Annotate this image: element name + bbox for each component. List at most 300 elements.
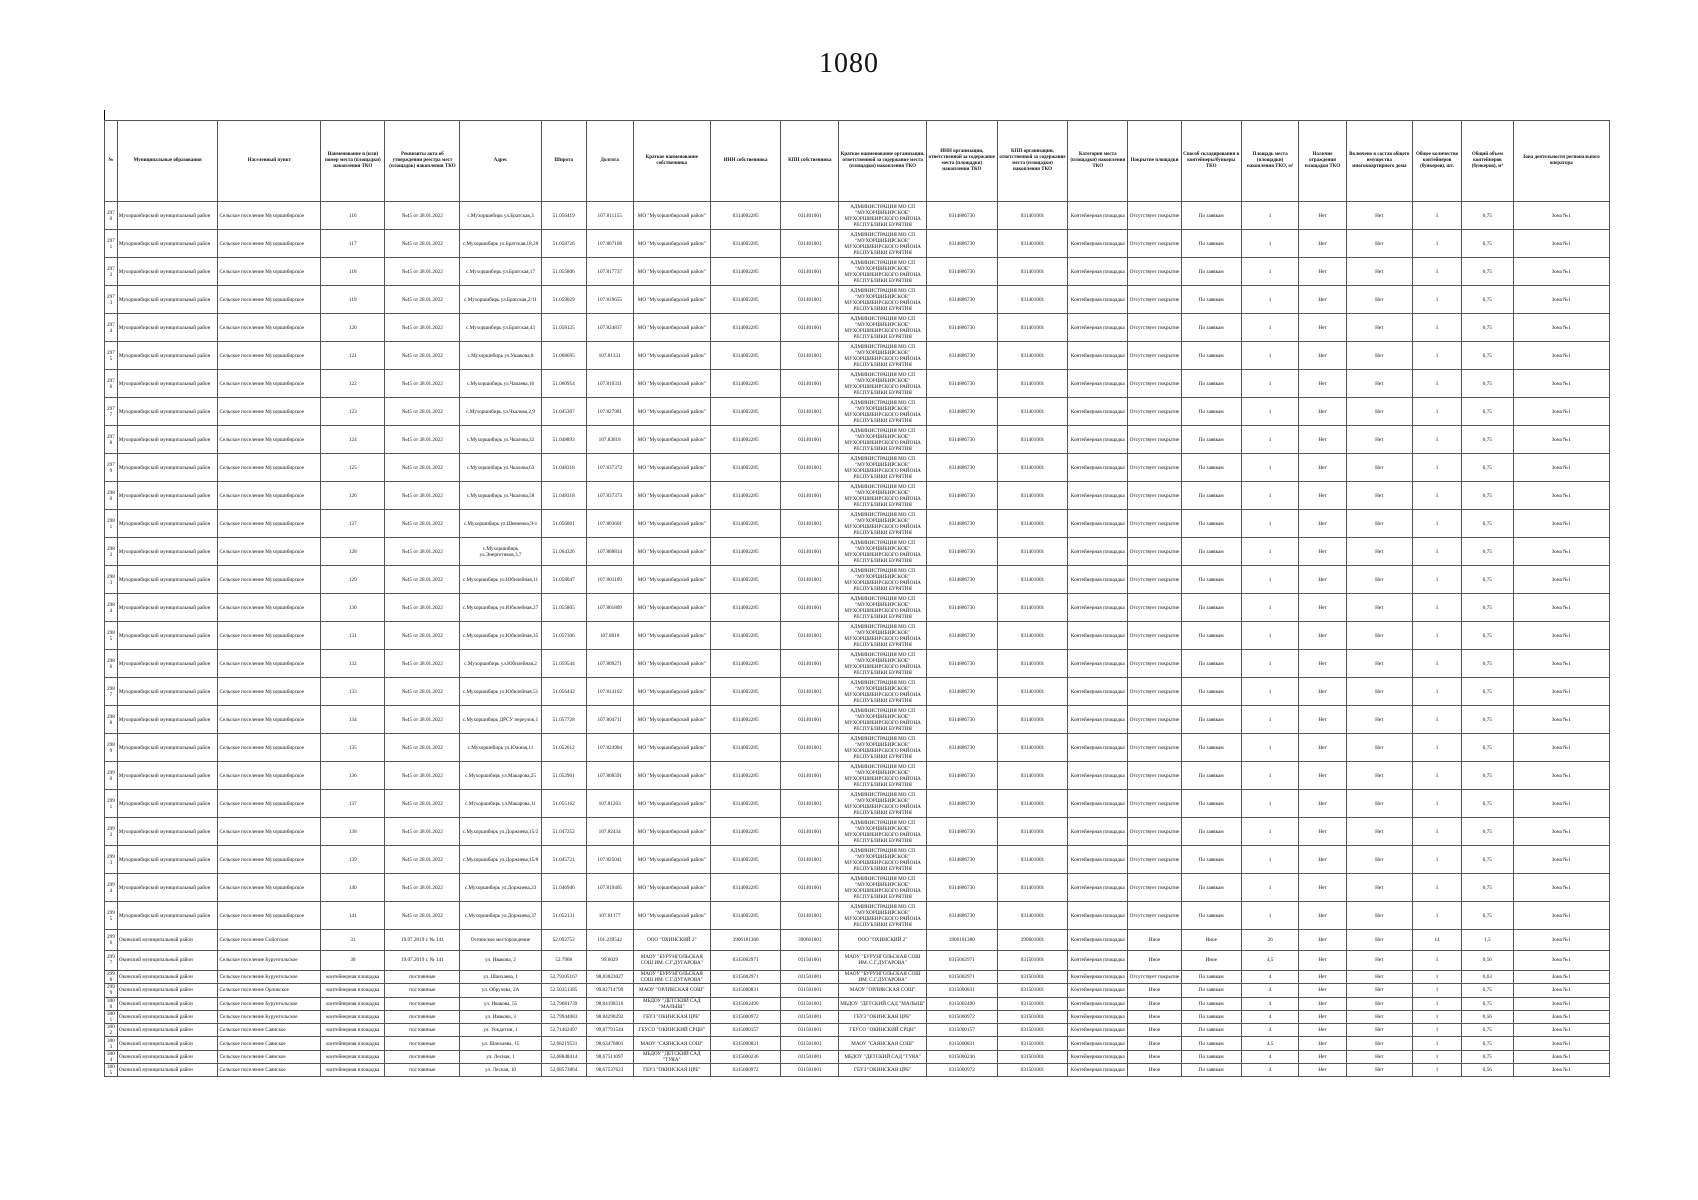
table-cell: Сельское поселение Мухоршибирское bbox=[218, 678, 321, 706]
table-cell: Иное bbox=[1128, 950, 1182, 971]
table-cell: Контейнерная площадка bbox=[1068, 370, 1128, 398]
table-cell: 031501001 bbox=[997, 950, 1068, 971]
table-cell: №45 от 28.01.2022 bbox=[385, 314, 460, 342]
table-cell: Контейнерная площадка bbox=[1068, 1010, 1128, 1023]
table-cell: Зона №1 bbox=[1513, 482, 1609, 510]
table-cell: Отсутствует покрытие bbox=[1128, 902, 1182, 930]
table-cell: 137 bbox=[321, 790, 385, 818]
table-cell: 116 bbox=[321, 202, 385, 230]
table-cell: 1 bbox=[1241, 650, 1299, 678]
table-cell: По заявкам bbox=[1181, 762, 1241, 790]
table-cell: 0314002285 bbox=[710, 790, 781, 818]
table-cell: Сельское поселение Мухоршибирское bbox=[218, 762, 321, 790]
table-cell: 107.824904 bbox=[586, 734, 633, 762]
table-cell: Нет bbox=[1299, 230, 1346, 258]
table-cell: МО "Мухоршибирский район" bbox=[633, 594, 710, 622]
table-cell: Контейнерная площадка bbox=[1068, 258, 1128, 286]
table-cell: МО "Мухоршибирский район" bbox=[633, 846, 710, 874]
table-cell: 1 bbox=[1241, 342, 1299, 370]
table-cell: Зона №1 bbox=[1513, 902, 1609, 930]
table-cell: По заявкам bbox=[1181, 984, 1241, 997]
table-cell: Сельское поселение Мухоршибирское bbox=[218, 482, 321, 510]
table-row bbox=[105, 622, 1610, 650]
table-cell: №45 от 28.01.2022 bbox=[385, 202, 460, 230]
table-cell: 031401001 bbox=[997, 258, 1068, 286]
table-cell: Нет bbox=[1299, 790, 1346, 818]
table-cell: 2974 bbox=[105, 314, 118, 342]
table-cell: Нет bbox=[1299, 818, 1346, 846]
table-cell: Мухоршибирский муниципальный район bbox=[117, 398, 218, 426]
table-cell: 52,79105167 bbox=[541, 971, 586, 984]
table-cell: 99.82714799 bbox=[586, 984, 633, 997]
table-cell: Контейнерная площадка bbox=[1068, 202, 1128, 230]
table-row bbox=[105, 790, 1610, 818]
table-cell: Нет bbox=[1346, 566, 1412, 594]
table-cell: 1 bbox=[1241, 370, 1299, 398]
table-cell: 1 bbox=[1412, 230, 1461, 258]
table-cell: Оспинское месторождение bbox=[460, 930, 541, 951]
table-cell: с.Мухоршибирь ул.Братская,17 bbox=[460, 258, 541, 286]
table-cell: По заявкам bbox=[1181, 997, 1241, 1010]
table-cell: с.Мухоршибирь ул.Макарова,25 bbox=[460, 762, 541, 790]
table-cell: Сельское поселение Мухоршибирское bbox=[218, 398, 321, 426]
table-cell: Нет bbox=[1346, 1037, 1412, 1050]
table-cell: Нет bbox=[1299, 482, 1346, 510]
table-cell: 1 bbox=[1241, 286, 1299, 314]
table-cell: 0,75 bbox=[1462, 997, 1513, 1010]
table-cell: 031401001 bbox=[781, 230, 839, 258]
table-cell: ООО "ОХИНСКИЙ 2" bbox=[633, 930, 710, 951]
table-cell: Сельское поселение Мухоршибирское bbox=[218, 454, 321, 482]
table-cell: 031401001 bbox=[997, 566, 1068, 594]
table-cell: ул. Лесная, 1 bbox=[460, 1050, 541, 1063]
table-cell: 031401001 bbox=[781, 790, 839, 818]
table-cell: Контейнерная площадка bbox=[1068, 762, 1128, 790]
table-cell: 1 bbox=[1241, 902, 1299, 930]
table-cell: Зона №1 bbox=[1513, 1037, 1609, 1050]
table-cell: 51.052612 bbox=[541, 734, 586, 762]
table-cell: 51.047252 bbox=[541, 818, 586, 846]
table-cell: Нет bbox=[1346, 846, 1412, 874]
table-cell: 52,68219531 bbox=[541, 1037, 586, 1050]
table-cell: 0,75 bbox=[1462, 1037, 1513, 1050]
table-cell: Иное bbox=[1128, 1010, 1182, 1023]
table-cell: 0314002285 bbox=[710, 566, 781, 594]
table-cell: МО "Мухоршибирский район" bbox=[633, 398, 710, 426]
table-cell: Зона №1 bbox=[1513, 314, 1609, 342]
table-cell: Отсутствует покрытие bbox=[1128, 286, 1182, 314]
table-cell: 031401001 bbox=[781, 202, 839, 230]
table-cell: Сельское поселение Сойотское bbox=[218, 930, 321, 951]
table-cell: 0314886730 bbox=[927, 454, 998, 482]
table-cell: Нет bbox=[1346, 984, 1412, 997]
column-header: Населенный пункт bbox=[218, 121, 321, 202]
table-cell: постоянные bbox=[385, 1064, 460, 1077]
table-cell: МО "Мухоршибирский район" bbox=[633, 342, 710, 370]
table-cell: 1 bbox=[1412, 762, 1461, 790]
table-cell: 107.83018 bbox=[586, 426, 633, 454]
table-cell: Сельское поселение Мухоршибирское bbox=[218, 202, 321, 230]
table-cell: 031401001 bbox=[997, 818, 1068, 846]
table-cell: 031401001 bbox=[781, 846, 839, 874]
table-cell: 107.837372 bbox=[586, 454, 633, 482]
table-cell: 031401001 bbox=[997, 902, 1068, 930]
table-cell: 031501001 bbox=[781, 997, 839, 1010]
table-cell: 1 bbox=[1241, 790, 1299, 818]
table-cell: 031401001 bbox=[997, 370, 1068, 398]
table-cell: 031401001 bbox=[781, 706, 839, 734]
table-cell: 4,5 bbox=[1241, 1037, 1299, 1050]
table-cell: 0,75 bbox=[1462, 426, 1513, 454]
table-cell: 3005 bbox=[105, 1064, 118, 1077]
table-cell: №45 от 28.01.2022 bbox=[385, 874, 460, 902]
table-cell: Отсутствует покрытие bbox=[1128, 230, 1182, 258]
table-cell: 0,56 bbox=[1462, 1010, 1513, 1023]
table-cell: 0314886730 bbox=[927, 594, 998, 622]
table-cell: 0315000831 bbox=[927, 1037, 998, 1050]
column-header: Широта bbox=[541, 121, 586, 202]
table-cell: МАОУ "ОРЛИКСКАЯ СОШ" bbox=[633, 984, 710, 997]
table-cell: 1 bbox=[1241, 622, 1299, 650]
table-cell: №45 от 28.01.2022 bbox=[385, 650, 460, 678]
column-header: Включено в состав общего имущества многоквартирного дома bbox=[1346, 121, 1412, 202]
table-row bbox=[105, 650, 1610, 678]
table-cell: 0,75 bbox=[1462, 734, 1513, 762]
table-cell: ул. Ивакова, 2 bbox=[460, 950, 541, 971]
table-cell: 031501001 bbox=[997, 971, 1068, 984]
table-cell: 031401001 bbox=[997, 454, 1068, 482]
table-cell: АДМИНИСТРАЦИЯ МО СП "МУХОРШИБИРСКОЕ" МУХОРШИБИРСКОГО РАЙОНА РЕСПУБЛИКИ БУРЯТИЯ bbox=[839, 230, 927, 258]
table-cell: 0314002285 bbox=[710, 678, 781, 706]
table-cell: Мухоршибирский муниципальный район bbox=[117, 762, 218, 790]
table-cell: с.Мухоршибирь ул.Ушакова,8 bbox=[460, 342, 541, 370]
table-cell: Отсутствует покрытие bbox=[1128, 874, 1182, 902]
table-cell: 0314002285 bbox=[710, 370, 781, 398]
table-cell: По заявкам bbox=[1181, 370, 1241, 398]
table-cell: Мухоршибирский муниципальный район bbox=[117, 790, 218, 818]
table-cell: 2999 bbox=[105, 984, 118, 997]
table-cell: 031401001 bbox=[781, 566, 839, 594]
table-cell: Контейнерная площадка bbox=[1068, 734, 1128, 762]
table-cell: По заявкам bbox=[1181, 342, 1241, 370]
table-cell: 0,75 bbox=[1462, 314, 1513, 342]
table-cell: Сельское поселение Бурунгольское bbox=[218, 971, 321, 984]
table-cell: 107.827981 bbox=[586, 398, 633, 426]
table-cell: Нет bbox=[1346, 1024, 1412, 1037]
table-cell: АДМИНИСТРАЦИЯ МО СП "МУХОРШИБИРСКОЕ" МУХОРШИБИРСКОГО РАЙОНА РЕСПУБЛИКИ БУРЯТИЯ bbox=[839, 818, 927, 846]
table-cell: №45 от 28.01.2022 bbox=[385, 622, 460, 650]
table-cell: Отсутствует покрытие bbox=[1128, 734, 1182, 762]
table-cell: 52.092752 bbox=[541, 930, 586, 951]
table-cell: По заявкам bbox=[1181, 734, 1241, 762]
table-cell: 031401001 bbox=[781, 342, 839, 370]
table-cell: №45 от 28.01.2022 bbox=[385, 454, 460, 482]
table-cell: Нет bbox=[1299, 454, 1346, 482]
table-cell: 98,83823027 bbox=[586, 971, 633, 984]
table-cell: Нет bbox=[1299, 1050, 1346, 1063]
table-cell: Нет bbox=[1299, 566, 1346, 594]
table-cell: с.Мухоршибирь ул.Чкалова,58 bbox=[460, 482, 541, 510]
table-cell: 1 bbox=[1241, 706, 1299, 734]
table-cell: Иное bbox=[1181, 930, 1241, 951]
column-header: ИНН организации, ответственной за содержание места (площадки) накопления ТКО bbox=[927, 121, 998, 202]
table-cell: ГБУЗ "ОКИНСКАЯ ЦРБ" bbox=[839, 1010, 927, 1023]
table-cell: Нет bbox=[1299, 202, 1346, 230]
table-cell: 031401001 bbox=[781, 678, 839, 706]
table-cell: Мухоршибирский муниципальный район bbox=[117, 202, 218, 230]
table-cell: Окинский муниципальный район bbox=[117, 971, 218, 984]
table-cell: 121 bbox=[321, 342, 385, 370]
table-cell: Нет bbox=[1346, 426, 1412, 454]
table-cell: МАОУ "БУРУНГОЛЬСКАЯ СОШ ИМ. С.Г.ДУГАРОВА" bbox=[839, 950, 927, 971]
table-cell: Отсутствует покрытие bbox=[1128, 706, 1182, 734]
table-row bbox=[105, 984, 1610, 997]
table-cell: Зона №1 bbox=[1513, 762, 1609, 790]
table-cell: 2986 bbox=[105, 650, 118, 678]
column-header: Зона деятельности регионального оператора bbox=[1513, 121, 1609, 202]
table-cell: Зона №1 bbox=[1513, 1024, 1609, 1037]
table-cell: 0314886730 bbox=[927, 622, 998, 650]
table-cell: Мухоршибирский муниципальный район bbox=[117, 286, 218, 314]
table-cell: Мухоршибирский муниципальный район bbox=[117, 454, 218, 482]
table-cell: 117 bbox=[321, 230, 385, 258]
table-cell: Контейнерная площадка bbox=[1068, 1037, 1128, 1050]
table-cell: 132 bbox=[321, 650, 385, 678]
table-cell: Сельское поселение Мухоршибирское bbox=[218, 510, 321, 538]
table-cell: По заявкам bbox=[1181, 258, 1241, 286]
column-header: Муниципальные образования bbox=[117, 121, 218, 202]
table-cell: с.Мухоршибирь ул.Юбилейная,35 bbox=[460, 622, 541, 650]
table-cell: 3000 bbox=[105, 997, 118, 1010]
table-cell: Нет bbox=[1299, 930, 1346, 951]
table-cell: Контейнерная площадка bbox=[1068, 678, 1128, 706]
table-cell: 031401001 bbox=[781, 510, 839, 538]
table-cell: 0,75 bbox=[1462, 454, 1513, 482]
table-cell: 031401001 bbox=[781, 902, 839, 930]
table-cell: 52.79944083 bbox=[541, 1010, 586, 1023]
table-row bbox=[105, 370, 1610, 398]
table-cell: постоянные bbox=[385, 1024, 460, 1037]
table-cell: 031401001 bbox=[997, 426, 1068, 454]
table-cell: ул. Ивакова, 55 bbox=[460, 997, 541, 1010]
table-cell: 129 bbox=[321, 566, 385, 594]
table-cell: 0,75 bbox=[1462, 566, 1513, 594]
table-cell: 1 bbox=[1412, 818, 1461, 846]
table-cell: Иное bbox=[1181, 950, 1241, 971]
table-cell: 0314002285 bbox=[710, 482, 781, 510]
table-cell: 031401001 bbox=[997, 790, 1068, 818]
table-cell: По заявкам bbox=[1181, 1064, 1241, 1077]
table-cell: МО "Мухоршибирский район" bbox=[633, 314, 710, 342]
table-cell: 1 bbox=[1241, 566, 1299, 594]
table-cell: Нет bbox=[1299, 984, 1346, 997]
table-cell: 51.058047 bbox=[541, 566, 586, 594]
table-cell: 52,79681739 bbox=[541, 997, 586, 1010]
table-cell: 1 bbox=[1412, 398, 1461, 426]
table-cell: Нет bbox=[1346, 678, 1412, 706]
table-cell: Мухоршибирский муниципальный район bbox=[117, 874, 218, 902]
table-cell: 2970 bbox=[105, 202, 118, 230]
table-cell: 2981 bbox=[105, 510, 118, 538]
table-cell: 1 bbox=[1412, 706, 1461, 734]
table-cell: Иное bbox=[1128, 1064, 1182, 1077]
table-cell: 2988 bbox=[105, 706, 118, 734]
table-cell: Контейнерная площадка bbox=[1068, 706, 1128, 734]
table-cell: 1 bbox=[1412, 997, 1461, 1010]
table-cell: с.Мухоршибирь ул.Юбилейная,27 bbox=[460, 594, 541, 622]
table-cell: 2985 bbox=[105, 622, 118, 650]
table-cell: МБДОУ "ДЕТСКИЙ САД "МАЛЫШ" bbox=[839, 997, 927, 1010]
table-cell: 1 bbox=[1412, 622, 1461, 650]
table-row bbox=[105, 950, 1610, 971]
table-cell: 1 bbox=[1241, 454, 1299, 482]
table-cell: 031401001 bbox=[997, 678, 1068, 706]
table-cell: Зона №1 bbox=[1513, 734, 1609, 762]
table-cell: 1 bbox=[1412, 971, 1461, 984]
table-cell: 3001 bbox=[105, 1010, 118, 1023]
table-cell: Нет bbox=[1346, 706, 1412, 734]
table-cell: Сельское поселение Мухоршибирское bbox=[218, 706, 321, 734]
table-cell: 0,75 bbox=[1462, 846, 1513, 874]
table-cell: 51.055162 bbox=[541, 790, 586, 818]
table-cell: Зона №1 bbox=[1513, 538, 1609, 566]
table-cell: 107.801109 bbox=[586, 566, 633, 594]
table-cell: 107.825041 bbox=[586, 846, 633, 874]
table-cell: Нет bbox=[1346, 286, 1412, 314]
table-cell: Нет bbox=[1299, 734, 1346, 762]
table-cell: 107.808591 bbox=[586, 762, 633, 790]
table-cell: с.Мухоршибирь ул.Доржиева,15/2 bbox=[460, 818, 541, 846]
column-header: Наименование и (или) номер места (площадки) накопления ТКО bbox=[321, 121, 385, 202]
table-cell: Окинский муниципальный район bbox=[117, 950, 218, 971]
table-cell: 1 bbox=[1412, 482, 1461, 510]
table-cell: с.Мухоршибирь ул.Юбилейная,11 bbox=[460, 566, 541, 594]
table-cell: Зона №1 bbox=[1513, 1050, 1609, 1063]
table-cell: МБДОУ "ДЕТСКИЙ САД "ТУЯА" bbox=[633, 1050, 710, 1063]
table-cell: Контейнерная площадка bbox=[1068, 538, 1128, 566]
table-cell: 031401001 bbox=[781, 426, 839, 454]
table-cell: По заявкам bbox=[1181, 398, 1241, 426]
table-cell: 031401001 bbox=[781, 874, 839, 902]
table-cell: 107.824837 bbox=[586, 314, 633, 342]
table-cell: 107.803601 bbox=[586, 510, 633, 538]
table-cell: 031501001 bbox=[997, 1024, 1068, 1037]
registry-table bbox=[104, 120, 1610, 1077]
table-cell: Контейнерная площадка bbox=[1068, 874, 1128, 902]
table-cell: Нет bbox=[1299, 1010, 1346, 1023]
table-cell: 0314002285 bbox=[710, 202, 781, 230]
table-cell: 2978 bbox=[105, 426, 118, 454]
table-cell: 0315000157 bbox=[927, 1024, 998, 1037]
table-cell: 031401001 bbox=[997, 762, 1068, 790]
table-cell: №45 от 28.01.2022 bbox=[385, 846, 460, 874]
table-cell: Сельское поселение Мухоршибирское bbox=[218, 426, 321, 454]
table-cell: контейнерная площадка bbox=[321, 997, 385, 1010]
table-cell: 0314886730 bbox=[927, 762, 998, 790]
table-cell: 51.057306 bbox=[541, 622, 586, 650]
table-cell: Контейнерная площадка bbox=[1068, 846, 1128, 874]
table-cell: 031501001 bbox=[997, 1064, 1068, 1077]
table-cell: Нет bbox=[1346, 790, 1412, 818]
table-row bbox=[105, 566, 1610, 594]
table-cell: МО "Мухоршибирский район" bbox=[633, 762, 710, 790]
table-cell: 0314886730 bbox=[927, 230, 998, 258]
table-cell: 031501001 bbox=[781, 971, 839, 984]
table-row bbox=[105, 1024, 1610, 1037]
table-cell: Нет bbox=[1346, 538, 1412, 566]
table-cell: По заявкам bbox=[1181, 510, 1241, 538]
table-cell: АДМИНИСТРАЦИЯ МО СП "МУХОРШИБИРСКОЕ" МУХОРШИБИРСКОГО РАЙОНА РЕСПУБЛИКИ БУРЯТИЯ bbox=[839, 678, 927, 706]
table-cell: 101.239542 bbox=[586, 930, 633, 951]
table-cell: 1 bbox=[1412, 734, 1461, 762]
table-cell: Отсутствует покрытие bbox=[1128, 971, 1182, 984]
table-cell: 1 bbox=[1412, 1064, 1461, 1077]
table-cell: 51.048893 bbox=[541, 426, 586, 454]
table-cell: По заявкам bbox=[1181, 790, 1241, 818]
table-cell: 0314002285 bbox=[710, 734, 781, 762]
table-cell: АДМИНИСТРАЦИЯ МО СП "МУХОРШИБИРСКОЕ" МУХОРШИБИРСКОГО РАЙОНА РЕСПУБЛИКИ БУРЯТИЯ bbox=[839, 622, 927, 650]
table-cell: №45 от 28.01.2022 bbox=[385, 342, 460, 370]
table-cell: МО "Мухоршибирский район" bbox=[633, 566, 710, 594]
table-cell: 0,75 bbox=[1462, 538, 1513, 566]
table-cell: 51.058726 bbox=[541, 230, 586, 258]
table-row bbox=[105, 454, 1610, 482]
table-cell: Зона №1 bbox=[1513, 874, 1609, 902]
table-cell: 119 bbox=[321, 286, 385, 314]
table-cell: 0314002285 bbox=[710, 286, 781, 314]
table-cell: 031401001 bbox=[781, 398, 839, 426]
table-cell: 2972 bbox=[105, 258, 118, 286]
table-cell: Отсутствует покрытие bbox=[1128, 818, 1182, 846]
table-cell: По заявкам bbox=[1181, 971, 1241, 984]
table-cell: Мухоршибирский муниципальный район bbox=[117, 594, 218, 622]
table-cell: По заявкам bbox=[1181, 1010, 1241, 1023]
table-cell: Отсутствует покрытие bbox=[1128, 482, 1182, 510]
table-cell: 0314886730 bbox=[927, 258, 998, 286]
table-cell: 128 bbox=[321, 538, 385, 566]
table-cell: 3004 bbox=[105, 1050, 118, 1063]
table-cell: 0314886730 bbox=[927, 734, 998, 762]
table-cell: 2982 bbox=[105, 538, 118, 566]
table-cell: По заявкам bbox=[1181, 482, 1241, 510]
table-cell: 1 bbox=[1412, 426, 1461, 454]
table-cell: 1 bbox=[1412, 342, 1461, 370]
table-cell: 4 bbox=[1241, 1050, 1299, 1063]
table-cell: 0,75 bbox=[1462, 1024, 1513, 1037]
table-cell: 2990 bbox=[105, 762, 118, 790]
table-cell: По заявкам bbox=[1181, 538, 1241, 566]
table-cell: Контейнерная площадка bbox=[1068, 1024, 1128, 1037]
table-cell: Нет bbox=[1299, 258, 1346, 286]
table-cell: Зона №1 bbox=[1513, 594, 1609, 622]
table-cell: Окинский муниципальный район bbox=[117, 1037, 218, 1050]
table-cell: Сельское поселение Мухоршибирское bbox=[218, 286, 321, 314]
table-cell: 0315000831 bbox=[927, 984, 998, 997]
table-cell: 1 bbox=[1412, 538, 1461, 566]
table-cell: По заявкам bbox=[1181, 594, 1241, 622]
table-cell: Нет bbox=[1299, 1024, 1346, 1037]
table-cell: 1 bbox=[1241, 398, 1299, 426]
table-cell: 031401001 bbox=[997, 706, 1068, 734]
table-cell: 0314002285 bbox=[710, 706, 781, 734]
table-cell: АДМИНИСТРАЦИЯ МО СП "МУХОРШИБИРСКОЕ" МУХОРШИБИРСКОГО РАЙОНА РЕСПУБЛИКИ БУРЯТИЯ bbox=[839, 426, 927, 454]
table-cell: 0314886730 bbox=[927, 342, 998, 370]
table-cell: №45 от 28.01.2022 bbox=[385, 482, 460, 510]
table-cell: Контейнерная площадка bbox=[1068, 566, 1128, 594]
table-cell: Сельское поселение Мухоршибирское bbox=[218, 790, 321, 818]
table-cell: 0,75 bbox=[1462, 874, 1513, 902]
table-cell: 0314002285 bbox=[710, 902, 781, 930]
